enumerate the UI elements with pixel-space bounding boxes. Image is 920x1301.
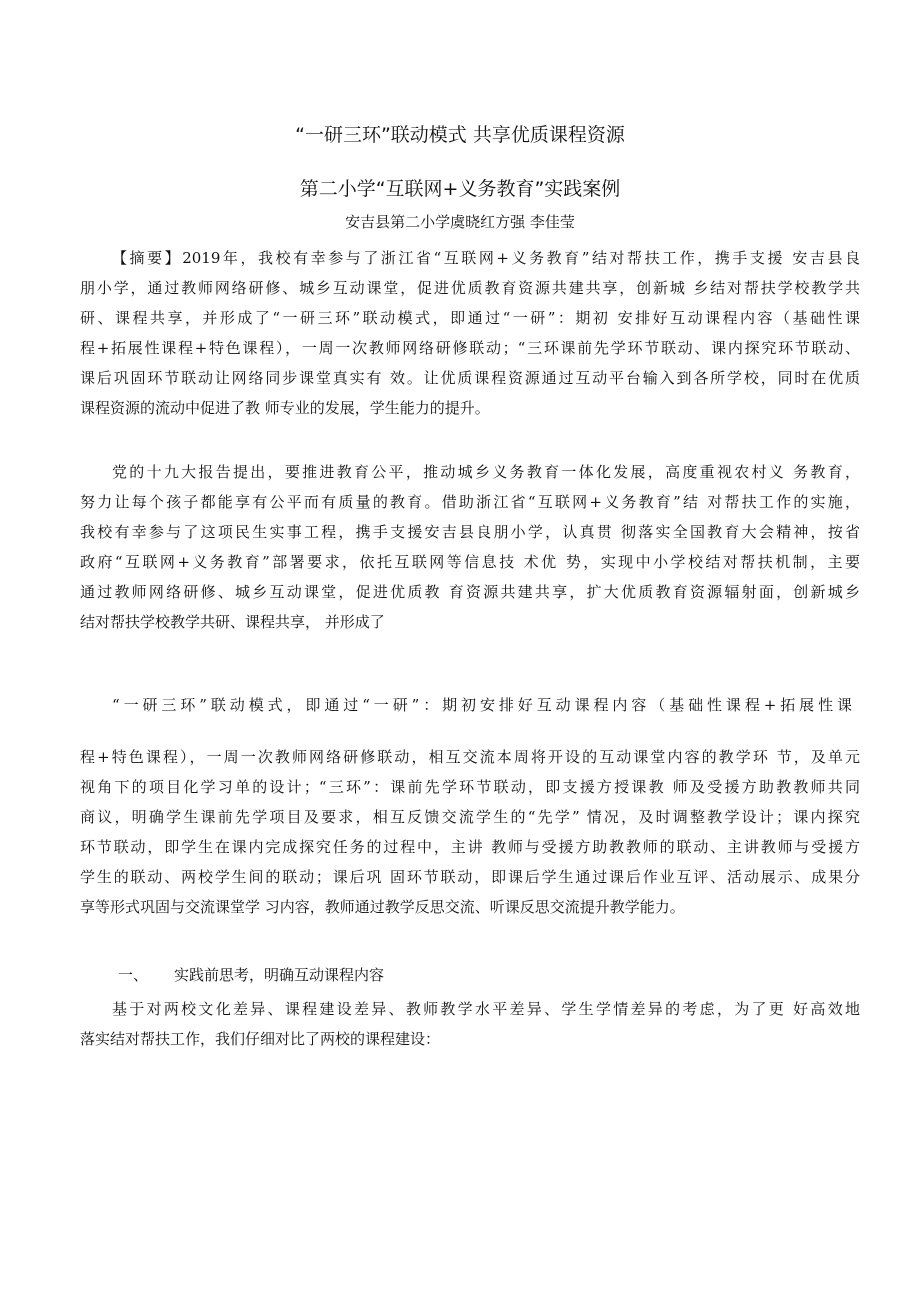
background-line: 政府“互联网+义务教育”部署要求，依托互联网等信息技 术优 势，实现中小学校结对帮扶机制，主要 — [80, 553, 860, 571]
section-heading — [118, 960, 384, 990]
model-paragraph — [80, 742, 860, 922]
model-line: “一研三环”联动模式，即通过“一研”：期初安排好互动课程内容（基础性课程+拓展性课 — [112, 696, 852, 714]
model-line: 商议，明确学生课前先学项目及要求，相互反馈交流学生的“先学” 情况，及时调整教学设计；课内探究 — [80, 808, 860, 826]
model-line: 视角下的项目化学习单的设计；“三环”：课前先学环节联动，即支援方授课教 师及受援方助教教师共同 — [80, 778, 860, 796]
background-paragraph — [80, 457, 860, 637]
model-line: 程+特色课程），一周一次教师网络研修联动，相互交流本周将开设的互动课堂内容的教学环 节，及单元 — [80, 748, 860, 766]
document-subtitle: 第二小学“互联网+义务教育”实践案例 — [299, 178, 621, 200]
background-line: 我校有幸参与了这项民生实事工程，携手支援安吉县良朋小学，认真贯 彻落实全国教育大会精神，按省 — [80, 523, 860, 541]
comparison-line: 基于对两校文化差异、课程建设差异、教师教学水平差异、学生学情差异的考虑，为了更 好高效地 — [112, 1000, 860, 1018]
section-number: 一、 — [118, 966, 149, 984]
abstract-line: 朋小学，通过教师网络研修、城乡互动课堂，促进优质教育资源共建共享，创新城 乡结对帮扶学校教学共 — [80, 279, 860, 297]
comparison-paragraph — [80, 994, 860, 1054]
model-paragraph-lead — [112, 690, 852, 720]
section-title: 实践前思考，明确互动课程内容 — [174, 966, 385, 984]
background-line: 结对帮扶学校教学共研、课程共享， 并形成了 — [80, 613, 385, 631]
background-line: 努力让每个孩子都能享有公平而有质量的教育。借助浙江省“互联网+义务教育”结 对帮扶工作的实施， — [80, 493, 860, 511]
abstract-line: 程+拓展性课程+特色课程），一周一次教师网络研修联动；“三环课前先学环节联动、课内探究环节联动、 — [80, 339, 860, 357]
comparison-line: 落实结对帮扶工作，我们仔细对比了两校的课程建设： — [80, 1030, 441, 1048]
authors-line: 安吉县第二小学虞晓红方强 李佳莹 — [345, 213, 575, 231]
document-title: “一研三环”联动模式 共享优质课程资源 — [295, 124, 625, 146]
abstract-paragraph — [80, 243, 860, 423]
abstract-line: 课程资源的流动中促进了教 师专业的发展，学生能力的提升。 — [80, 399, 490, 417]
abstract-line: 【摘要】2019年，我校有幸参与了浙江省“互联网+义务教育”结对帮扶工作，携手支援 安吉县良 — [112, 249, 860, 267]
background-line: 党的十九大报告提出，要推进教育公平，推动城乡义务教育一体化发展，高度重视农村义 务教育， — [112, 463, 860, 481]
model-line: 学生的联动、两校学生间的联动；课后巩 固环节联动，即课后学生通过课后作业互评、活动展示、成果分 — [80, 868, 860, 886]
abstract-line: 研、课程共享，并形成了“一研三环”联动模式，即通过“一研”：期初 安排好互动课程内容（基础性课 — [80, 309, 860, 327]
model-line: 享等形式巩固与交流课堂学 习内容，教师通过教学反思交流、听课反思交流提升教学能力。 — [80, 898, 685, 916]
abstract-line: 课后巩固环节联动让网络同步课堂真实有 效。让优质课程资源通过互动平台输入到各所学校，同时在优质 — [80, 369, 860, 387]
background-line: 通过教师网络研修、城乡互动课堂，促进优质教 育资源共建共享，扩大优质教育资源辐射面，创新城乡 — [80, 583, 860, 601]
model-line: 环节联动，即学生在课内完成探究任务的过程中，主讲 教师与受援方助教教师的联动、主讲教师与受援方 — [80, 838, 860, 856]
